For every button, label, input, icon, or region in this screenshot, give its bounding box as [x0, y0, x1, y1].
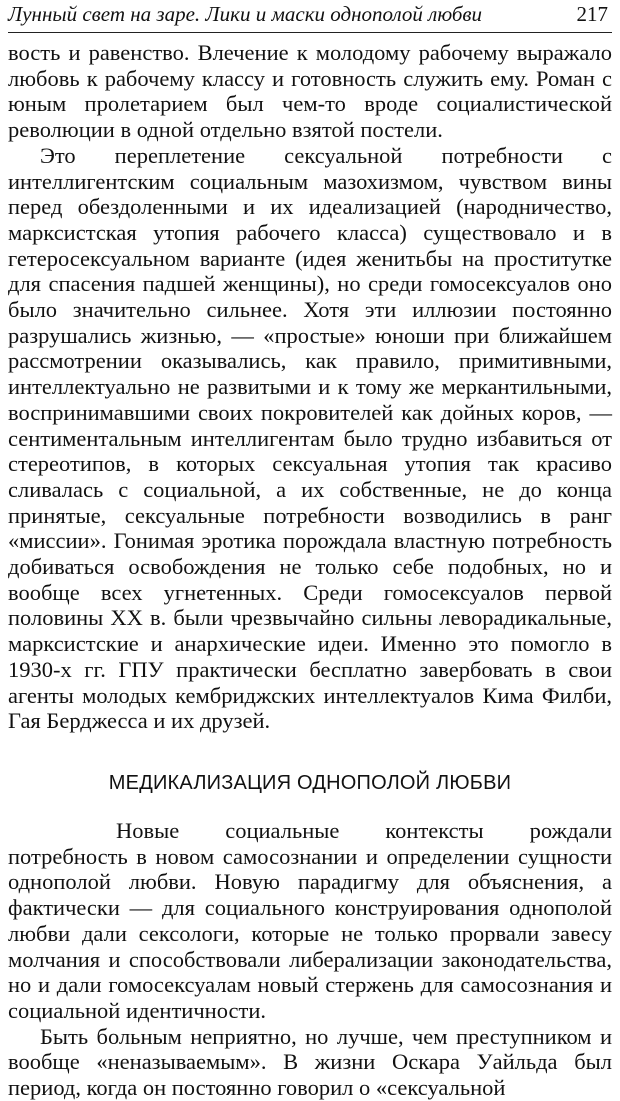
running-header: [8, 0, 612, 30]
paragraph: Это переплетение сексуальной потребности с интеллигентским социальным мазохизмом, чувством вины перед обездоленными и их идеализацией (народничество, марксистская утопия рабочего класса) существовало и в гетеросексуальном варианте (идея женитьбы на проститутке для спасения падшей женщины), но среди гомосексуалов оно было значительно сильнее. Хотя эти иллюзии постоянно разрушались жизнью, — «простые» юноши при ближайшем рассмотрении оказывались, как правило, примитивными, интеллектуально не развитыми и к тому же меркантильными, воспринимавшими своих покровителей как дойных коров, — сентиментальным интеллигентам было трудно избавиться от стереотипов, в которых сексуальная утопия так красиво сливалась с социальной, а их собственные, не до конца принятые, сексуальные потребности возводились в ранг «миссии». Гонимая эротика порождала властную потребность добиваться освобождения не только себе подобных, но и вообще всех угнетенных. Среди гомосексуалов первой половины XX в. были чрезвычайно сильны леворадикальные, марксистские и анархические идеи. Именно это помогло в 1930-х гг. ГПУ практически бесплатно завербовать в свои агенты молодых кембриджских интеллектуалов Кима Филби, Гая Берджесса и их друзей.: [8, 142, 612, 734]
section-heading: МЕДИКАЛИЗАЦИЯ ОДНОПОЛОЙ ЛЮБВИ: [108, 771, 512, 794]
paragraph-continued: вость и равенство. Влечение к молодому рабочему выражало любовь к рабочему классу и готовность служить ему. Роман с юным пролетарием был чем-то вроде социалистической революции в одной отдельно взятой постели.: [8, 40, 612, 143]
page-number: 217: [576, 2, 608, 26]
running-title: Лунный свет на заре. Лики и маски однополой любви: [8, 2, 483, 26]
header-rule: [8, 32, 612, 33]
body-text: [8, 40, 612, 1101]
paragraph: Новые социальные контексты рождали потребность в новом самосознании и определении сущности однополой любви. Новую парадигму для объяснения, а фактически — для социального конструирования однополой любви дали сексологи, которые не только прорвали завесу молчания и способствовали либерализации законодательства, но и дали гомосексуалам новый стержень для самосознания и социальной идентичности.: [8, 817, 612, 1023]
paragraph: Быть больным неприятно, но лучше, чем преступником и вообще «неназываемым». В жизни Оскара Уайльда был период, когда он постоянно говорил о «сексуальной: [8, 1023, 612, 1101]
